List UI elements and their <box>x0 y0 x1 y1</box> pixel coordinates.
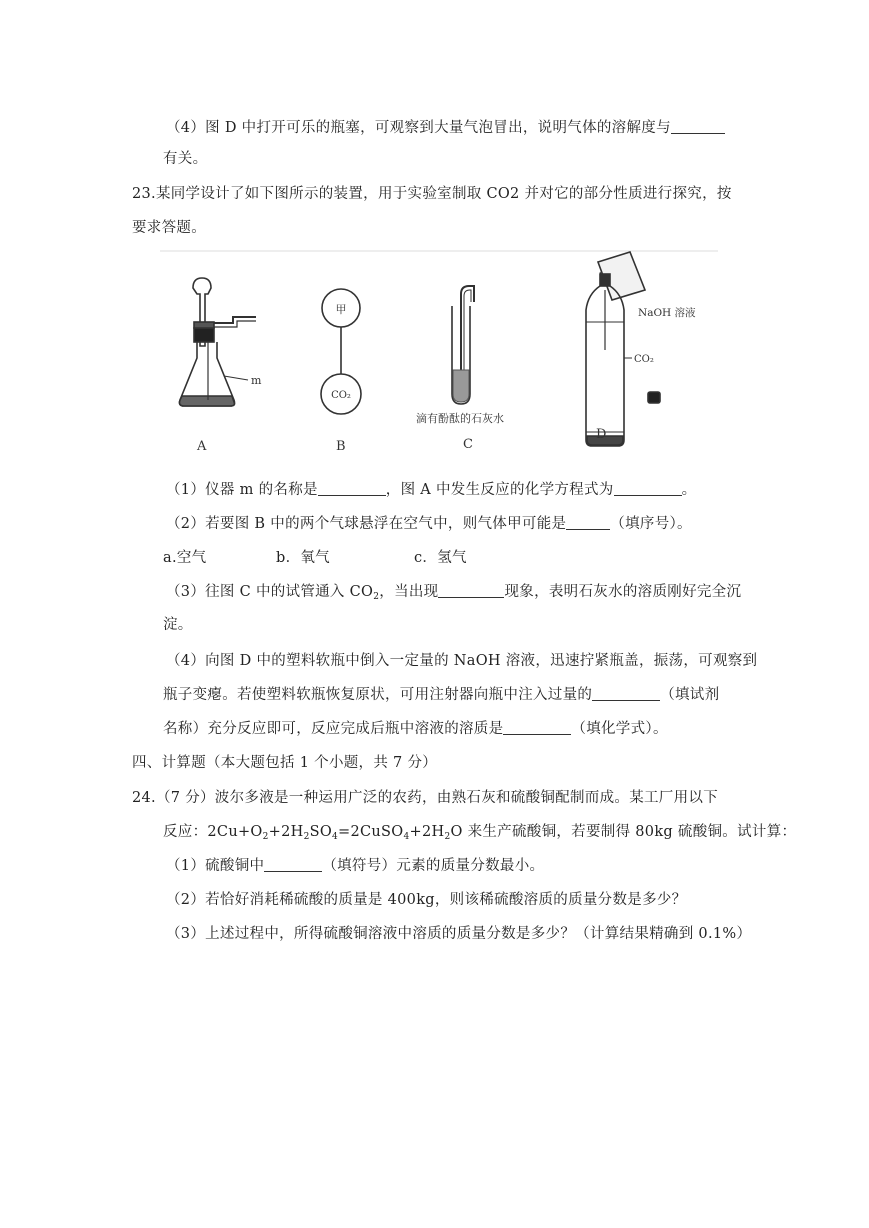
q23-part3: （3）往图 C 中的试管通入 $CO_2$，当出现 现象，表明石灰水的溶质刚好完全沉 <box>166 584 742 602</box>
q23-part1: （1）仪器 m 的名称是 ，图 A 中发生反应的化学方程式为 。 <box>166 482 697 498</box>
answer-blank[interactable] <box>614 481 682 497</box>
apparatus-figure <box>160 250 718 458</box>
q22-part4-line1 <box>166 116 725 137</box>
figure-label-d: D <box>596 427 607 442</box>
q23-part4-line1: （4）向图 D 中的塑料软瓶中倒入一定量的 NaOH 溶液，迅速拧紧瓶盖，振荡，可观察到 <box>166 653 758 669</box>
q24-part3: （3）上述过程中，所得硫酸铜溶液中溶质的质量分数是多少？（计算结果精确到 0.1%） <box>166 926 752 942</box>
q22-part4-line2: 有关。 <box>163 151 208 167</box>
figure-label-c: C <box>463 437 473 452</box>
option-a: a.空气 <box>163 550 207 566</box>
answer-blank[interactable] <box>438 583 504 599</box>
q23-part4-line2: 瓶子变瘪。若使塑料软瓶恢复原状，可用注射器向瓶中注入过量的 （填试剂 <box>163 687 720 703</box>
q24-part1: （1）硫酸铜中 （填符号）元素的质量分数最小。 <box>166 858 545 874</box>
q24-part2: （2）若恰好消耗稀硫酸的质量是 400kg，则该稀硫酸溶质的质量分数是多少？ <box>166 892 687 908</box>
q24-line1: 24.（7 分）波尔多液是一种运用广泛的农药，由熟石灰和硫酸铜配制而成。某工厂用以下 <box>132 790 718 806</box>
answer-blank[interactable] <box>671 119 725 135</box>
q24-line2: 反应：$2Cu+O_2+2H_2SO_4=2CuSO_4+2H_2O$ 来生产硫酸铜，若要制得 80kg 硫酸铜。试计算： <box>163 824 797 842</box>
answer-blank[interactable] <box>566 515 610 531</box>
q23-part4-line3: 名称）充分反应即可，反应完成后瓶中溶液的溶质是 （填化学式）。 <box>163 721 668 737</box>
balloon-bottom-label: CO₂ <box>331 390 351 401</box>
figure-label-b: B <box>336 439 346 454</box>
figure-label-a: A <box>197 439 207 454</box>
test-tube-caption: 滴有酚酞的石灰水 <box>416 412 504 425</box>
option-b: b．氧气 <box>276 550 330 566</box>
option-c: c．氢气 <box>414 550 467 566</box>
label-m: m <box>251 374 262 387</box>
balloon-top-label: 甲 <box>335 303 347 316</box>
answer-blank[interactable] <box>264 857 322 873</box>
answer-blank[interactable] <box>318 481 386 497</box>
q23-part3-line2: 淀。 <box>163 617 193 633</box>
section-4-title: 四、计算题（本大题包括 1 个小题，共 7 分） <box>132 755 438 771</box>
q22-part4-text: （4）图 D 中打开可乐的瓶塞，可观察到大量气泡冒出，说明气体的溶解度与 <box>166 120 671 136</box>
bottle-co2-label: CO₂ <box>634 354 654 365</box>
q23-intro-line2: 要求答题。 <box>132 220 206 236</box>
answer-blank[interactable] <box>503 720 571 736</box>
q23-part2: （2）若要图 B 中的两个气球悬浮在空气中，则气体甲可能是 （填序号）。 <box>166 516 692 532</box>
answer-blank[interactable] <box>592 686 660 702</box>
naoh-label: NaOH 溶液 <box>638 307 696 319</box>
q23-intro-line1: 23.某同学设计了如下图所示的装置，用于实验室制取 CO2 并对它的部分性质进行探究，按 <box>132 186 732 202</box>
